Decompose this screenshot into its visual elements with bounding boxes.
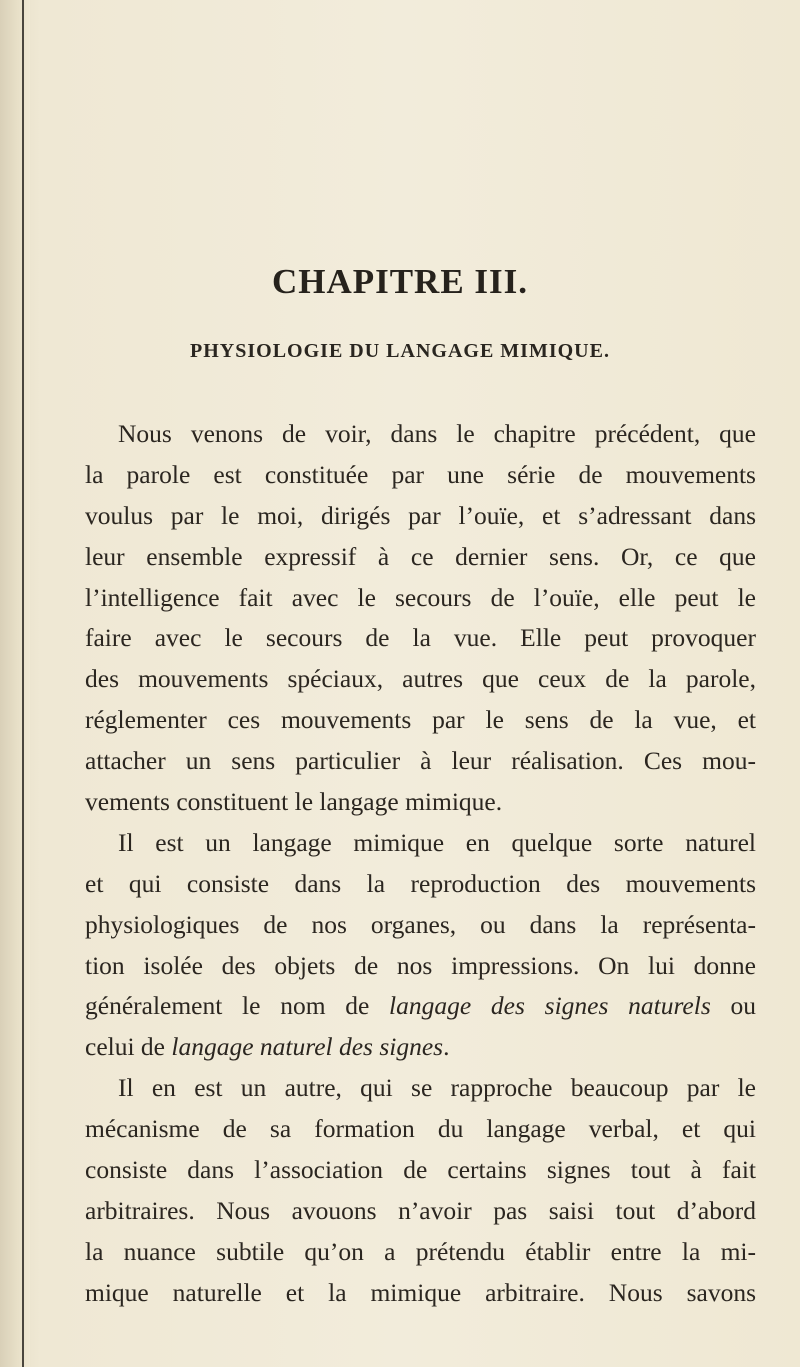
text-line: tion isolée des objets de nos impressions. On lui donne xyxy=(85,950,756,980)
page-binding-shadow xyxy=(0,0,30,1367)
text-line: leur ensemble expressif à ce dernier sens. Or, ce que xyxy=(85,541,756,571)
text-line: Nous venons de voir, dans le chapitre précédent, que xyxy=(118,419,756,448)
text-line: la nuance subtile qu’on a prétendu établir entre la mi- xyxy=(85,1236,756,1266)
text-line: mécanisme de sa formation du langage verbal, et qui xyxy=(85,1114,756,1144)
text-line: arbitraires. Nous avouons n’avoir pas saisi tout d’abord xyxy=(85,1195,756,1225)
chapter-title: CHAPITRE III. xyxy=(271,262,529,301)
text-line: faire avec le secours de la vue. Elle peut provoquer xyxy=(85,623,756,653)
text-line: consiste dans l’association de certains signes tout à fait xyxy=(85,1155,756,1185)
text-line: l’intelligence fait avec le secours de l’ouïe, elle peut le xyxy=(85,582,756,612)
text-line: Il est un langage mimique en quelque sorte naturel xyxy=(118,827,756,857)
text-line: attacher un sens particulier à leur réalisation. Ces mou- xyxy=(85,746,756,776)
text-line: Il en est un autre, qui se rapproche beaucoup par le xyxy=(118,1073,756,1103)
text-line: voulus par le moi, dirigés par l’ouïe, et s’adressant dans xyxy=(85,500,756,530)
text-line: mique naturelle et la mimique arbitraire. Nous savons xyxy=(85,1277,756,1307)
text-line: vements constituent le langage mimique. xyxy=(85,787,503,817)
text-line: celui de langage naturel des signes. xyxy=(85,1032,450,1062)
italic-term: langage des signes naturels xyxy=(389,991,711,1021)
body-text xyxy=(85,414,756,1314)
chapter-subtitle: PHYSIOLOGIE DU LANGAGE MIMIQUE. xyxy=(190,340,610,362)
text-line: et qui consiste dans la reproduction des mouvements xyxy=(85,868,756,898)
text-line: la parole est constituée par une série de mouvements xyxy=(85,459,756,489)
text-line: généralement le nom de langage des signes naturels ou xyxy=(85,991,756,1021)
text-line: des mouvements spéciaux, autres que ceux de la parole, xyxy=(85,664,756,694)
page-binding-edge xyxy=(22,0,24,1367)
text-line: réglementer ces mouvements par le sens de la vue, et xyxy=(85,705,756,735)
italic-term: langage naturel des signes xyxy=(171,1032,444,1062)
text-line: physiologiques de nos organes, ou dans la représenta- xyxy=(85,909,756,939)
